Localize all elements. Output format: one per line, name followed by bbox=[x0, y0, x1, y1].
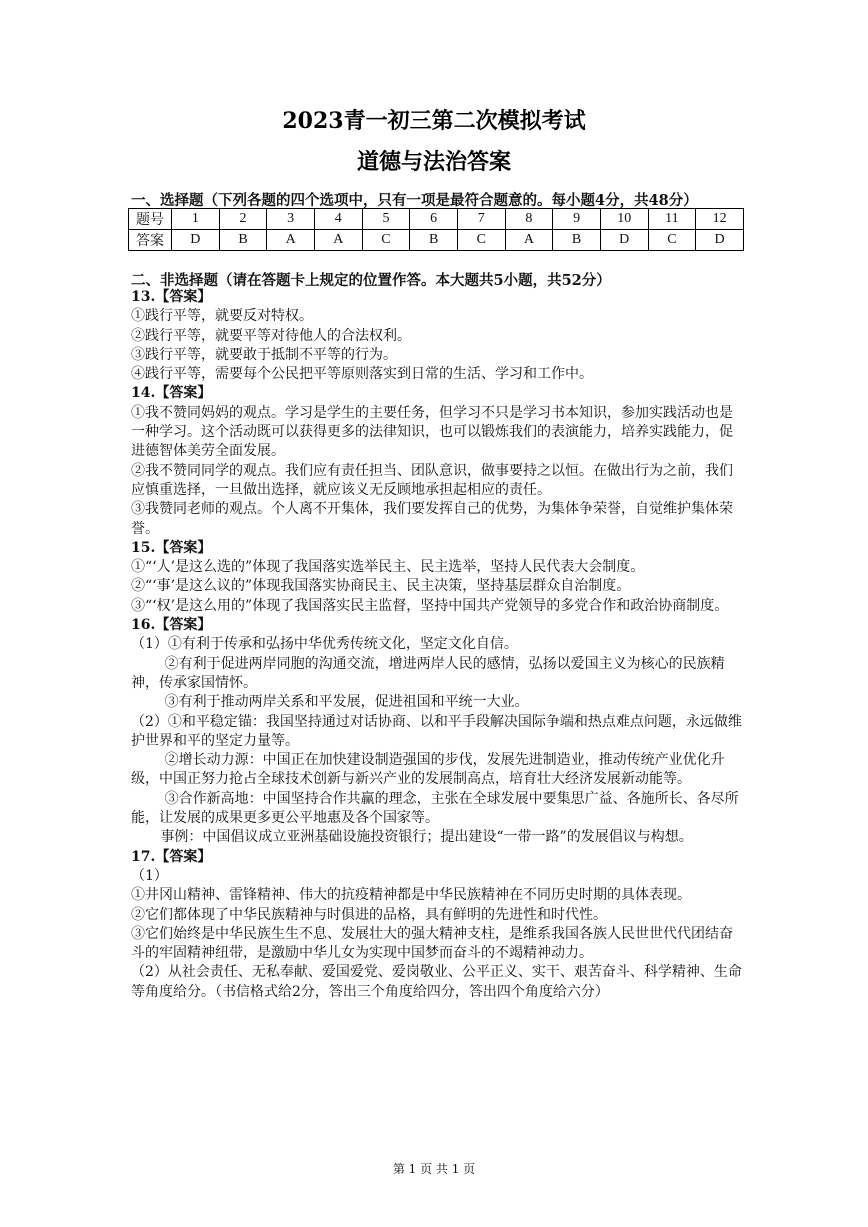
answer-line: ④践行平等，需要每个公民把平等原则落实到日常的生活、学习和工作中。 bbox=[131, 366, 593, 383]
answer-cell: B bbox=[410, 230, 458, 251]
answer-paragraph: （2）从社会责任、无私奉献、爱国爱党、爱岗敬业、公平正义、实干、艰苦奋斗、科学精神、生命等角度给分。（书信格式给2分，答出三个角度给四分，答出四个角度给六分） bbox=[131, 964, 742, 1000]
answer-cell: D bbox=[172, 230, 220, 251]
answer-cell: D bbox=[696, 230, 744, 251]
question-number-row bbox=[129, 209, 744, 230]
answer-line: ①“‘人’是这么选的”体现了我国落实选举民主、民主选举，坚持人民代表大会制度。 bbox=[131, 559, 645, 576]
q14-heading: 14.【答案】 bbox=[131, 385, 212, 402]
exam-title: 2023青一初三第二次模拟考试 bbox=[282, 108, 586, 134]
answer-paragraph: ③“‘权’是这么用的”体现了我国落实民主监督，坚持中国共产党领导的多党合作和政治协商制度。 bbox=[131, 597, 729, 614]
answer-line: （1） bbox=[131, 867, 168, 884]
q17-heading: 17.【答案】 bbox=[131, 848, 212, 865]
question-number-cell: 6 bbox=[410, 209, 458, 230]
row-label-number: 题号 bbox=[129, 209, 172, 230]
question-number-cell: 11 bbox=[648, 209, 696, 230]
answer-body bbox=[131, 288, 743, 1002]
answer-paragraph: ②我不赞同同学的观点。我们应有责任担当、团队意识，做事要持之以恒。在做出行为之前，我们应慎重选择，一旦做出选择，就应该义无反顾地承担起相应的责任。 bbox=[131, 462, 733, 498]
answer-line: ②践行平等，就要平等对待他人的合法权利。 bbox=[131, 327, 411, 344]
answer-line: ②“‘事’是这么议的”体现我国落实协商民主、民主决策，坚持基层群众自治制度。 bbox=[131, 578, 631, 595]
q13-heading: 13.【答案】 bbox=[131, 289, 212, 305]
page-footer: 第 1 页 共 1 页 bbox=[392, 1162, 476, 1176]
section-2-heading: 二、非选择题（请在答题卡上规定的位置作答。本大题共5小题，共52分） bbox=[131, 272, 611, 289]
question-number-cell: 1 bbox=[172, 209, 220, 230]
answer-paragraph: ③它们始终是中华民族生生不息、发展壮大的强大精神支柱，是维系我国各族人民世世代代团结奋斗的牢固精神纽带，是激励中华儿女为实现中国梦而奋斗的不竭精神动力。 bbox=[131, 925, 733, 962]
question-number-cell: 8 bbox=[505, 209, 553, 230]
answer-line: ①践行平等，就要反对特权。 bbox=[131, 308, 313, 325]
question-number-cell: 9 bbox=[553, 209, 601, 230]
answer-paragraph: ②有利于促进两岸同胞的沟通交流，增进两岸人民的感情，弘扬以爱国主义为核心的民族精神，传承家国情怀。 bbox=[131, 655, 725, 691]
answer-paragraph: ①我不赞同妈妈的观点。学习是学生的主要任务，但学习不只是学习书本知识，参加实践活动也是一种学习。这个活动既可以获得更多的法律知识，也可以锻炼我们的表演能力，培养实践能力，促进德智体美劳全面发展。 bbox=[131, 404, 733, 460]
answer-paragraph: （2）①和平稳定锚：我国坚持通过对话协商、以和平手段解决国际争端和热点难点问题，永远做维护世界和平的坚定力量等。 bbox=[131, 713, 742, 749]
question-number-cell: 4 bbox=[314, 209, 362, 230]
answer-line: ①井冈山精神、雷锋精神、伟大的抗疫精神都是中华民族精神在不同历史时期的具体表现。 bbox=[131, 887, 691, 904]
answer-cell: C bbox=[362, 230, 410, 251]
exam-subtitle: 道德与法治答案 bbox=[356, 149, 511, 175]
answer-line: （1）①有利于传承和弘扬中华优秀传统文化，坚定文化自信。 bbox=[131, 636, 518, 653]
answer-paragraph: ③合作新高地：中国坚持合作共赢的理念，主张在全球发展中要集思广益、各施所长、各尽所能，让发展的成果更多更公平地惠及各个国家等。 bbox=[131, 790, 739, 827]
answer-paragraph: ③我赞同老师的观点。个人离不开集体，我们要发挥自己的优势，为集体争荣誉，自觉维护集体荣誉。 bbox=[131, 501, 733, 537]
answer-cell: C bbox=[648, 230, 696, 251]
answer-cell: A bbox=[267, 230, 315, 251]
answer-cell: A bbox=[314, 230, 362, 251]
q15-heading: 15.【答案】 bbox=[131, 539, 212, 556]
q16-heading: 16.【答案】 bbox=[131, 617, 212, 634]
answer-row bbox=[129, 230, 744, 251]
answer-line: ③有利于推动两岸关系和平发展，促进祖国和平统一大业。 bbox=[164, 694, 529, 711]
answer-cell: B bbox=[219, 230, 267, 251]
question-number-cell: 5 bbox=[362, 209, 410, 230]
answer-line: 事例：中国倡议成立亚洲基础设施投资银行；提出建设“一带一路”的发展倡议与构想。 bbox=[160, 829, 693, 846]
answer-cell: D bbox=[600, 230, 648, 251]
row-label-answer: 答案 bbox=[129, 230, 172, 251]
question-number-cell: 12 bbox=[696, 209, 744, 230]
choice-answer-table bbox=[128, 208, 744, 251]
question-number-cell: 10 bbox=[600, 209, 648, 230]
answer-cell: A bbox=[505, 230, 553, 251]
answer-cell: B bbox=[553, 230, 601, 251]
answer-line: ③践行平等，就要敢于抵制不平等的行为。 bbox=[131, 346, 397, 363]
answer-line: ②它们都体现了中华民族精神与时俱进的品格，具有鲜明的先进性和时代性。 bbox=[131, 906, 607, 923]
question-number-cell: 3 bbox=[267, 209, 315, 230]
section-1-heading: 一、选择题（下列各题的四个选项中，只有一项是最符合题意的。每小题4分，共48分） bbox=[131, 192, 698, 209]
question-number-cell: 7 bbox=[457, 209, 505, 230]
answer-paragraph: ②增长动力源：中国正在加快建设制造强国的步伐，发展先进制造业，推动传统产业优化升级，中国正努力抢占全球技术创新与新兴产业的发展制高点，培育壮大经济发展新动能等。 bbox=[131, 752, 725, 788]
answer-cell: C bbox=[457, 230, 505, 251]
question-number-cell: 2 bbox=[219, 209, 267, 230]
